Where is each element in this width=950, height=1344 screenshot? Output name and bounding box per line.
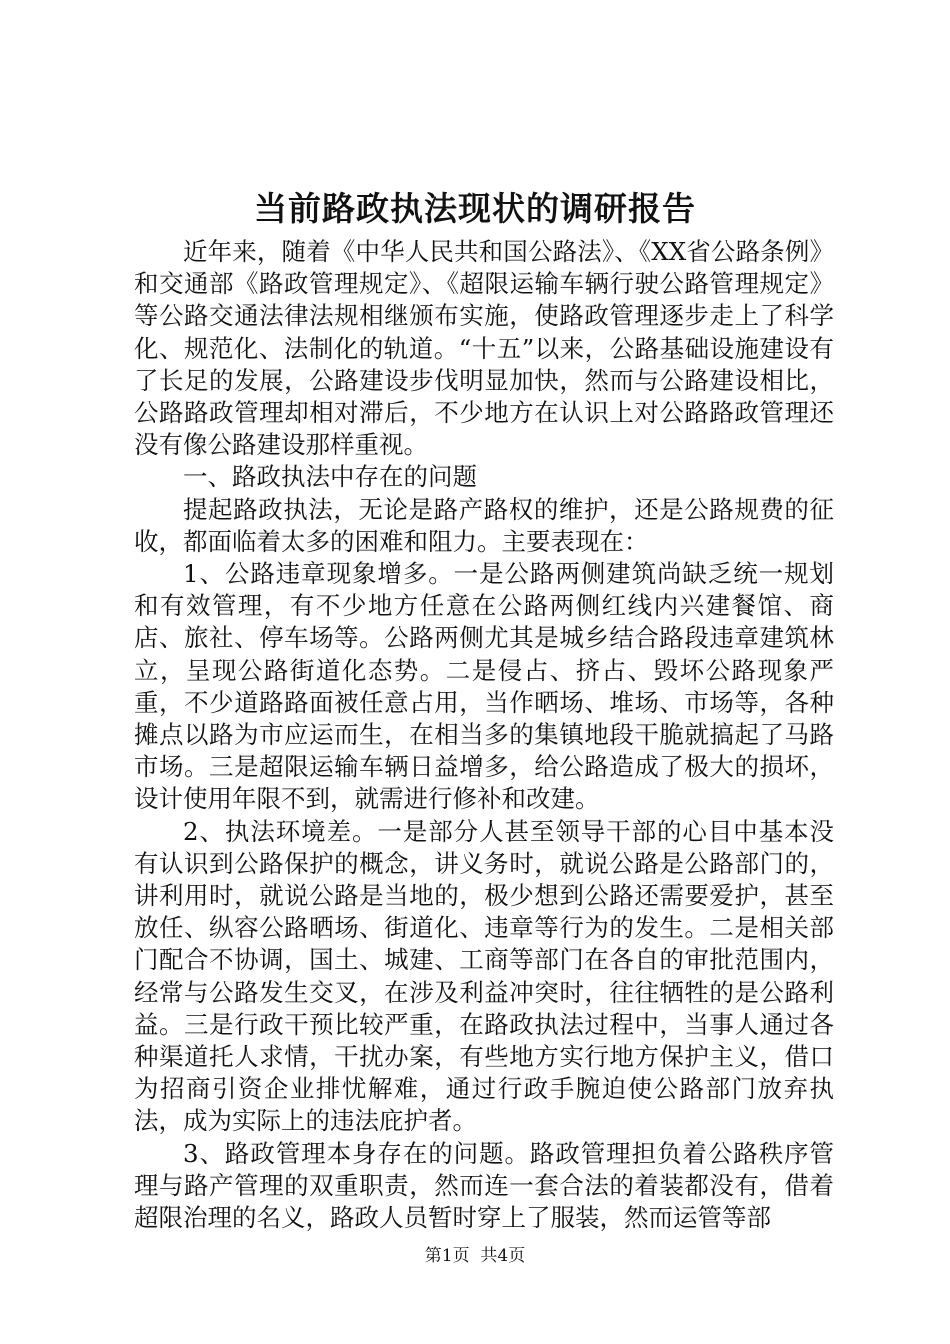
paragraph-point-2: 2、执法环境差。一是部分人甚至领导干部的心目中基本没有认识到公路保护的概念，讲义务时，就说公路是公路部门的，讲利用时，就说公路是当地的，极少想到公路还需要爱护，甚至放任、纵容公路晒场、街道化、违章等行为的发生。二是相关部门配合不协调，国土、城建、工商等部门在各自的审批范围内，经常与公路发生交叉，在涉及利益冲突时，往往牺牲的是公路利益。三是行政干预比较严重，在路政执法过程中，当事人通过各种渠道托人求情，干扰办案，有些地方实行地方保护主义，借口为招商引资企业排忧解难，通过行政手腕迫使公路部门放弃执法，成为实际上的违法庇护者。: [134, 816, 834, 1136]
page-number: 第1页 共4页: [424, 1246, 526, 1266]
document-title: 当前路政执法现状的调研报告: [254, 189, 696, 228]
section-heading-problems: 一、路政执法中存在的问题: [183, 462, 477, 492]
paragraph-point-1: 1、公路违章现象增多。一是公路两侧建筑尚缺乏统一规划和有效管理，有不少地方任意在公路两侧红线内兴建餐馆、商店、旅社、停车场等。公路两侧尤其是城乡结合路段违章建筑林立，呈现公路街道化态势。二是侵占、挤占、毁坏公路现象严重，不少道路路面被任意占用，当作晒场、堆场、市场等，各种摊点以路为市应运而生，在相当多的集镇地段干脆就搞起了马路市场。三是超限运输车辆日益增多，给公路造成了极大的损坏，设计使用年限不到，就需进行修补和改建。: [134, 559, 834, 814]
paragraph-problems-overview: 提起路政执法，无论是路产路权的维护，还是公路规费的征收，都面临着太多的困难和阻力。主要表现在：: [134, 494, 834, 556]
document-body: [134, 236, 834, 1234]
page-footer: [0, 1244, 950, 1268]
paragraph-intro: 近年来，随着《中华人民共和国公路法》、《XX省公路条例》和交通部《路政管理规定》、《超限运输车辆行驶公路管理规定》等公路交通法律法规相继颁布实施，使路政管理逐步走上了科学化、规范化、法制化的轨道。“十五”以来，公路基础设施建设有了长足的发展，公路建设步伐明显加快，然而与公路建设相比，公路路政管理却相对滞后，不少地方在认识上对公路路政管理还没有像公路建设那样重视。: [134, 237, 834, 460]
paragraph-point-3: 3、路政管理本身存在的问题。路政管理担负着公路秩序管理与路产管理的双重职责，然而连一套合法的着装都没有，借着超限治理的名义，路政人员暂时穿上了服装，然而运管等部: [134, 1138, 834, 1233]
